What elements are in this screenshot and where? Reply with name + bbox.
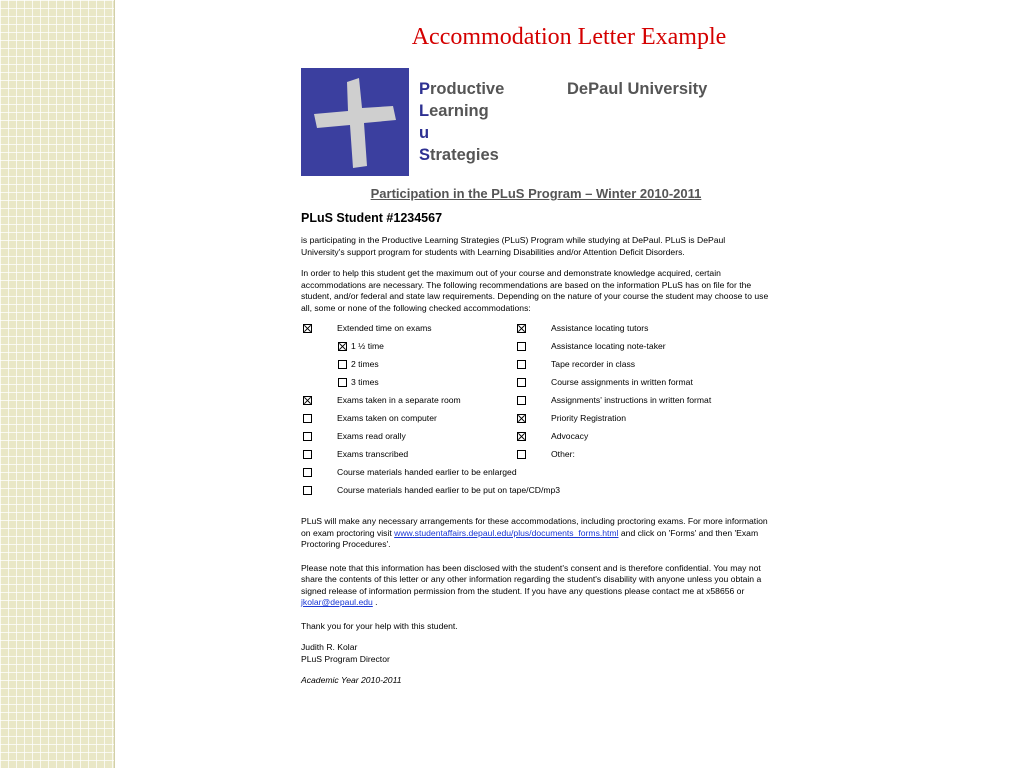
accommodation-label: Course assignments in written format: [551, 377, 693, 387]
empty-box-icon[interactable]: [517, 450, 526, 459]
accommodation-label: Assistance locating note-taker: [551, 341, 666, 351]
decorative-side-strip: [0, 0, 115, 768]
accommodation-label: Exams taken on computer: [337, 413, 437, 423]
left-accommodation-row: [301, 486, 771, 500]
accommodation-label: Priority Registration: [551, 413, 626, 423]
right-accommodation-row: [515, 342, 771, 356]
empty-box-icon[interactable]: [338, 378, 347, 387]
accommodation-label: Assistance locating tutors: [551, 323, 649, 333]
signer-title: PLuS Program Director: [301, 653, 390, 664]
confidential-text-end: .: [372, 597, 378, 607]
signature-block: [301, 642, 771, 665]
accommodation-label: Assignments' instructions in written format: [551, 395, 712, 405]
program-name-l: L: [419, 102, 430, 120]
program-name: [419, 78, 504, 166]
student-line: PLuS Student #1234567: [301, 211, 443, 225]
slide-title: Accommodation Letter Example: [411, 24, 727, 50]
right-accommodation-row: [515, 378, 771, 392]
empty-box-icon[interactable]: [517, 360, 526, 369]
empty-box-icon[interactable]: [338, 360, 347, 369]
arrangements-text-end: and click on 'Forms' and then 'Exam Proctoring Procedures'.: [301, 527, 759, 549]
signer-name: Judith R. Kolar: [301, 642, 358, 652]
checked-box-icon[interactable]: [338, 342, 347, 351]
empty-box-icon[interactable]: [303, 486, 312, 495]
empty-box-icon[interactable]: [517, 378, 526, 387]
checked-box-icon[interactable]: [303, 324, 312, 333]
intro-paragraph: is participating in the Productive Learning Strategies (PLuS) Program while studying at DePaul. PLuS is DePaul University's support program for students with Learning Disabilities and/or Attention Deficit Disorders.: [301, 235, 726, 257]
plus-logo: [301, 68, 409, 176]
right-accommodation-row: [515, 414, 771, 428]
right-accommodation-row: [515, 432, 771, 446]
university-name: DePaul University: [567, 80, 708, 98]
program-name-learning: earning: [429, 102, 489, 120]
accommodation-label: Exams taken in a separate room: [337, 395, 461, 405]
thanks-line: Thank you for your help with this student.: [301, 620, 458, 631]
accommodation-label: Other:: [551, 449, 575, 459]
empty-box-icon[interactable]: [517, 396, 526, 405]
checked-box-icon[interactable]: [517, 414, 526, 423]
accommodation-label: Course materials handed earlier to be enlarged: [337, 467, 517, 477]
left-accommodation-row: [301, 468, 771, 482]
accommodation-label: Exams read orally: [337, 431, 406, 441]
accommodation-label: Tape recorder in class: [551, 359, 636, 369]
accommodations-checklist: [301, 324, 771, 504]
program-name-u: u: [419, 124, 430, 142]
empty-box-icon[interactable]: [517, 342, 526, 351]
empty-box-icon[interactable]: [303, 468, 312, 477]
accommodation-label: Course materials handed earlier to be put on tape/CD/mp3: [337, 485, 561, 495]
help-paragraph: In order to help this student get the maximum out of your course and demonstrate knowledge acquired, certain accommodations are necessary. The following recommendations are based on the information PLuS has on file for the student, and/or federal and state law requirements. Depending on the nature of your course the student may choose to use all, some or none of the following checked accommodations:: [301, 268, 769, 313]
program-name-p: P: [419, 80, 431, 98]
checked-box-icon[interactable]: [517, 324, 526, 333]
right-accommodation-row: [515, 360, 771, 374]
letter-document: [301, 68, 771, 687]
right-accommodation-row: [515, 450, 771, 464]
academic-year: Academic Year 2010-2011: [301, 675, 402, 685]
empty-box-icon[interactable]: [303, 432, 312, 441]
accommodation-label: 1 ½ time: [351, 341, 384, 351]
accommodation-label: 2 times: [351, 359, 379, 369]
program-name-strategies: trategies: [430, 146, 499, 164]
checked-box-icon[interactable]: [303, 396, 312, 405]
accommodation-label: Advocacy: [551, 431, 589, 441]
right-accommodation-row: [515, 396, 771, 410]
accommodation-label: Extended time on exams: [337, 323, 432, 333]
letter-header: [301, 68, 771, 178]
program-name-s: S: [419, 146, 431, 164]
accommodation-label: Exams transcribed: [337, 449, 409, 459]
empty-box-icon[interactable]: [303, 414, 312, 423]
empty-box-icon[interactable]: [303, 450, 312, 459]
proctoring-link[interactable]: www.studentaffairs.depaul.edu/plus/documents_forms.html: [394, 527, 619, 538]
checked-box-icon[interactable]: [517, 432, 526, 441]
confidential-paragraph: [301, 563, 771, 609]
arrangements-text: PLuS will make any necessary arrangements for these accommodations, including proctoring exams. For more information on exam proctoring visit: [301, 516, 768, 538]
cross-logo-icon: [301, 68, 409, 176]
confidential-text: Please note that this information has been disclosed with the student's consent and is therefore confidential. You may not share the contents of this letter or any other information regarding the student's disability with anyone unless you obtain a signed release of information permission from the student. If you have any questions please contact me at x58656 or: [301, 562, 762, 596]
email-link[interactable]: jkolar@depaul.edu: [301, 597, 373, 607]
program-name-productive: roductive: [430, 80, 505, 98]
arrangements-paragraph: [301, 516, 771, 551]
accommodation-label: 3 times: [351, 377, 379, 387]
right-accommodation-row: [515, 324, 771, 338]
program-title: Participation in the PLuS Program – Winter 2010-2011: [370, 186, 702, 201]
